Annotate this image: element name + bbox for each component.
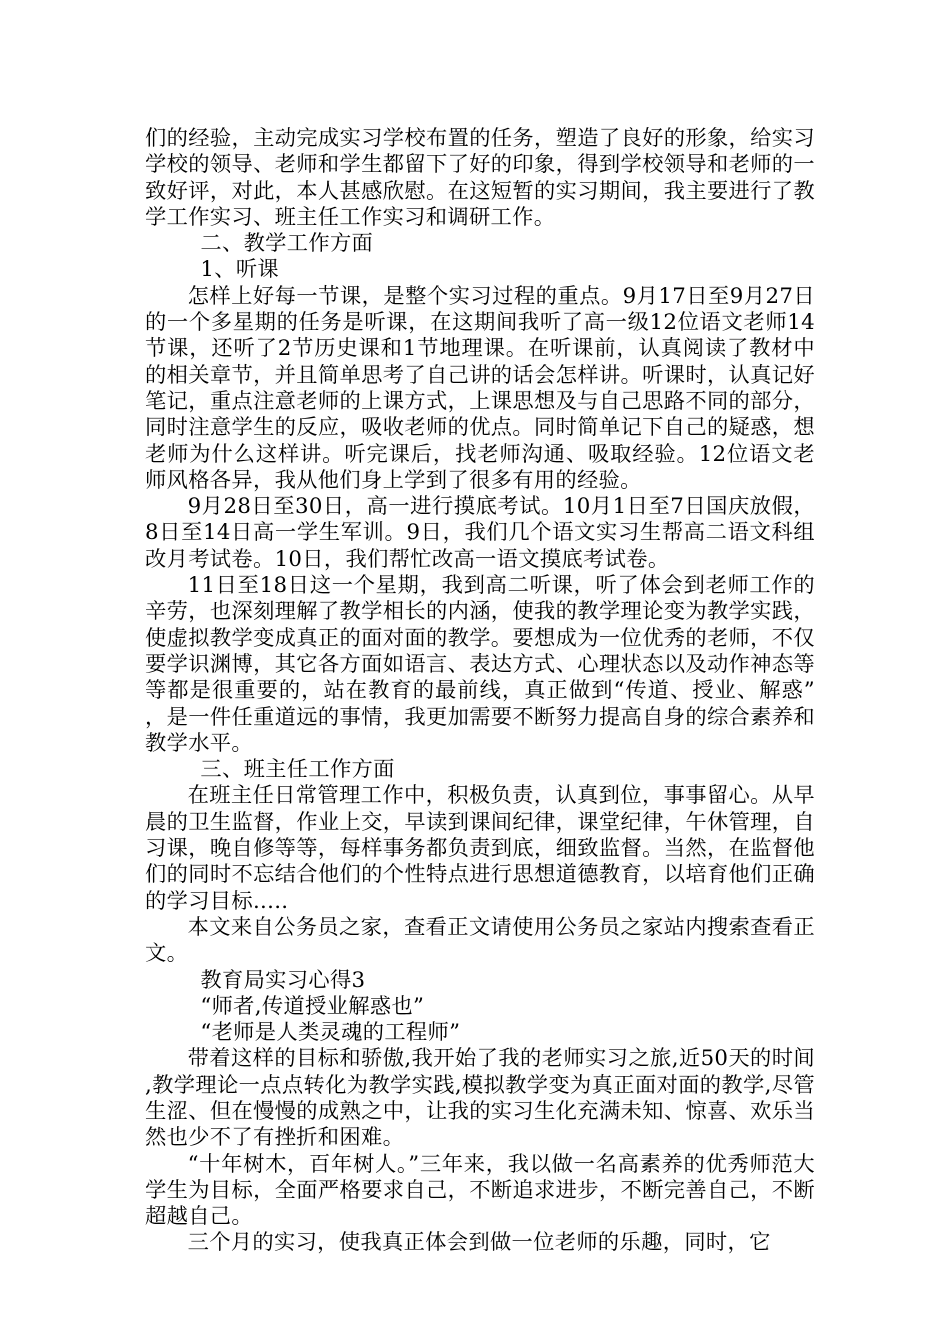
- paragraph-grade-two-observation: 11日至18日这一个星期，我到高二听课，听了体会到老师工作的辛劳，也深刻理解了教学相长的内涵，使我的教学理论变为教学实践，使虚拟教学变成真正的面对面的教学。要想成为一位优秀的老师，不仅要学识渊博，其它各方面如语言、表达方式、心理状态以及动作神态等等都是很重要的，站在教育的最前线，真正做到“传道、授业、解惑”，是一件任重道远的事情，我更加需要不断努力提高自身的综合素养和教学水平。: [145, 573, 815, 756]
- document-body: [145, 126, 815, 1257]
- paragraph-homeroom-management: 在班主任日常管理工作中，积极负责，认真到位，事事留心。从早晨的卫生监督，作业上交，早读到课间纪律，课堂纪律，午休管理，自习课，晚自修等等，每样事务都负责到底，细致监督。当然，在监督他们的同时不忘结合他们的个性特点进行思想道德教育，以培育他们正确的学习目标.....: [145, 783, 815, 914]
- heading-teaching-work: 二、教学工作方面: [200, 231, 374, 257]
- paragraph-self-improvement: “十年树木，百年树人。”三年来，我以做一名高素养的优秀师范大学生为目标，全面严格要求自己，不断追求进步，不断完善自己，不断超越自己。: [145, 1151, 815, 1230]
- heading-internship-reflection-3: 教育局实习心得3: [200, 967, 366, 993]
- quote-soul-engineer: “老师是人类灵魂的工程师”: [200, 1020, 461, 1046]
- subheading-lesson-observation: 1、听课: [200, 257, 280, 283]
- paragraph-lesson-observation: 怎样上好每一节课，是整个实习过程的重点。9月17日至9月27日的一个多星期的任务是听课，在这期间我听了高一级12位语文老师14节课，还听了2节历史课和1节地理课。在听课前，认真阅读了教材中的相关章节，并且简单思考了自己讲的话会怎样讲。听课时，认真记好笔记，重点注意老师的上课方式，上课思想及与自己思路不同的部分，同时注意学生的反应，吸收老师的优点。同时简单记下自己的疑惑，想老师为什么这样讲。听完课后，找老师沟通、吸取经验。12位语文老师风格各异，我从他们身上学到了很多有用的经验。: [145, 283, 815, 493]
- quote-teacher-role: “师者,传道授业解惑也”: [200, 993, 425, 1019]
- paragraph-three-months: 三个月的实习，使我真正体会到做一位老师的乐趣，同时，它: [187, 1230, 771, 1256]
- paragraph-exam-schedule: 9月28日至30日，高一进行摸底考试。10月1日至7日国庆放假，8日至14日高一学生军训。9日，我们几个语文实习生帮高二语文科组改月考试卷。10日，我们帮忙改高一语文摸底考试卷。: [145, 494, 815, 572]
- paragraph-source-note: 本文来自公务员之家，查看正文请使用公务员之家站内搜索查看正文。: [145, 914, 815, 967]
- paragraph-internship-journey: 带着这样的目标和骄傲,我开始了我的老师实习之旅,近50天的时间,教学理论一点点转化为教学实践,模拟教学变为真正面对面的教学,尽管生涩、但在慢慢的成熟之中，让我的实习生化充满未知、惊喜、欢乐当然也少不了有挫折和困难。: [145, 1046, 815, 1151]
- paragraph-internship-summary: 们的经验，主动完成实习学校布置的任务，塑造了良好的形象，给实习学校的领导、老师和学生都留下了好的印象，得到学校领导和老师的一致好评，对此，本人甚感欣慰。在这短暂的实习期间，我主要进行了教学工作实习、班主任工作实习和调研工作。: [145, 126, 815, 230]
- heading-homeroom-work: 三、班主任工作方面: [200, 757, 395, 783]
